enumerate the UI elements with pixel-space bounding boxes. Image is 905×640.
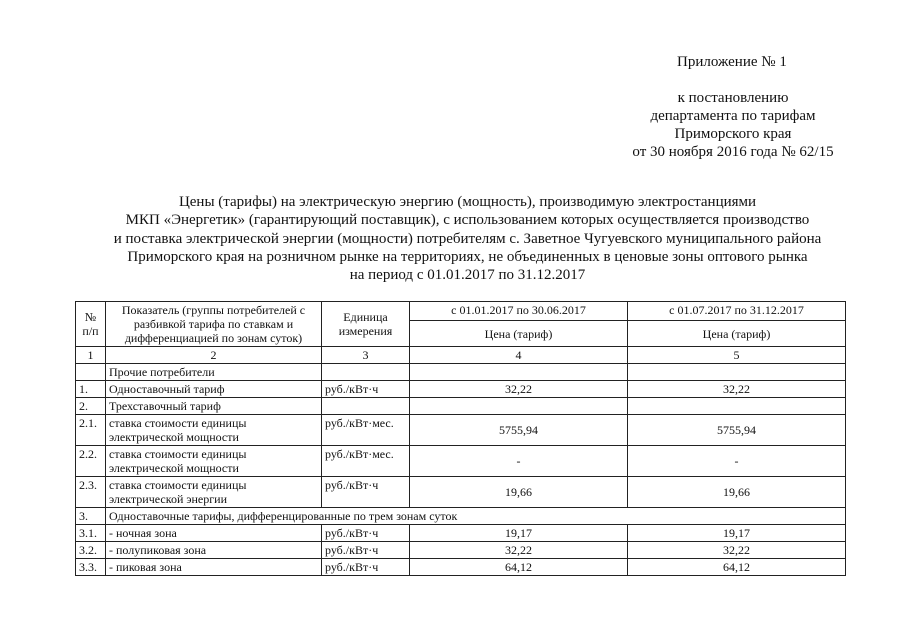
row-name: Одноставочный тариф (106, 381, 322, 398)
header-period-2: с 01.07.2017 по 31.12.2017 (628, 302, 846, 321)
row-value-2: 64,12 (628, 559, 846, 576)
table-row (76, 542, 846, 559)
appendix-label: Приложение № 1 (677, 54, 787, 70)
table-row (76, 446, 846, 477)
title-line: Приморского края на розничном рынке на территориях, не объединенных в ценовые зоны оптового рынка (127, 248, 808, 265)
column-number: 3 (322, 347, 410, 364)
row-name: Трехставочный тариф (106, 398, 322, 415)
row-unit: руб./кВт·ч (322, 477, 410, 508)
resolution-reference (620, 89, 846, 161)
column-number: 1 (76, 347, 106, 364)
row-unit: руб./кВт·ч (322, 525, 410, 542)
column-number: 4 (410, 347, 628, 364)
row-unit (322, 364, 410, 381)
title-line: МКП «Энергетик» (гарантирующий поставщик), с использованием которых осуществляется производство (125, 212, 810, 229)
row-no: 2.1. (76, 415, 106, 446)
section-row (76, 508, 846, 525)
table-row (76, 398, 846, 415)
resolution-line: департамента по тарифам (650, 108, 816, 124)
row-value-1: 64,12 (410, 559, 628, 576)
title-line: на период с 01.01.2017 по 31.12.2017 (349, 267, 586, 284)
row-value-1 (410, 364, 628, 381)
row-no (76, 364, 106, 381)
row-value-2: 19,17 (628, 525, 846, 542)
table-row (76, 381, 846, 398)
resolution-line: к постановлению (677, 90, 789, 106)
row-value-2: 5755,94 (628, 415, 846, 446)
section-label: Одноставочные тарифы, дифференцированные по трем зонам суток (106, 508, 846, 525)
row-no: 3.1. (76, 525, 106, 542)
row-unit: руб./кВт·ч (322, 559, 410, 576)
tariff-table (75, 301, 846, 576)
row-value-1: 19,66 (410, 477, 628, 508)
table-header-row (76, 302, 846, 321)
header-price-1: Цена (тариф) (410, 321, 628, 347)
row-no: 3.3. (76, 559, 106, 576)
row-name: ставка стоимости единицы электрической мощности (106, 415, 322, 446)
row-name: ставка стоимости единицы электрической мощности (106, 446, 322, 477)
column-number: 2 (106, 347, 322, 364)
resolution-line: Приморского края (674, 126, 792, 142)
row-value-1: 32,22 (410, 542, 628, 559)
row-value-2 (628, 398, 846, 415)
row-unit: руб./кВт·ч (322, 381, 410, 398)
title-line: и поставка электрической энергии (мощности) потребителям с. Заветное Чугуевского муниципального района (113, 230, 822, 247)
header-unit: Единица измерения (322, 302, 410, 347)
row-no: 2. (76, 398, 106, 415)
row-name: ставка стоимости единицы электрической энергии (106, 477, 322, 508)
table-row (76, 525, 846, 542)
header-period-1: с 01.01.2017 по 30.06.2017 (410, 302, 628, 321)
table-row (76, 477, 846, 508)
header-indicator: Показатель (группы потребителей с разбивкой тарифа по ставкам и дифференциацией по зонам суток) (106, 302, 322, 347)
row-no: 3.2. (76, 542, 106, 559)
row-value-2 (628, 364, 846, 381)
row-value-2: 32,22 (628, 381, 846, 398)
row-unit: руб./кВт·мес. (322, 415, 410, 446)
row-value-1: 19,17 (410, 525, 628, 542)
column-number-row (76, 347, 846, 364)
row-value-1: 5755,94 (410, 415, 628, 446)
row-name: - полупиковая зона (106, 542, 322, 559)
section-label: Прочие потребители (106, 364, 322, 381)
section-row (76, 364, 846, 381)
row-value-1: - (410, 446, 628, 477)
row-no: 2.2. (76, 446, 106, 477)
resolution-line: от 30 ноября 2016 года № 62/15 (632, 144, 834, 160)
document-title (100, 193, 835, 284)
row-unit: руб./кВт·мес. (322, 446, 410, 477)
row-value-2: 32,22 (628, 542, 846, 559)
row-no: 1. (76, 381, 106, 398)
row-value-1 (410, 398, 628, 415)
column-number: 5 (628, 347, 846, 364)
header-price-2: Цена (тариф) (628, 321, 846, 347)
row-unit: руб./кВт·ч (322, 542, 410, 559)
row-no: 2.3. (76, 477, 106, 508)
table-row (76, 559, 846, 576)
table-row (76, 415, 846, 446)
title-line: Цены (тарифы) на электрическую энергию (мощность), производимую электростанциями (178, 194, 757, 210)
row-name: - ночная зона (106, 525, 322, 542)
row-value-2: 19,66 (628, 477, 846, 508)
header-no: № п/п (76, 302, 106, 347)
row-name: - пиковая зона (106, 559, 322, 576)
row-no: 3. (76, 508, 106, 525)
row-value-2: - (628, 446, 846, 477)
row-value-1: 32,22 (410, 381, 628, 398)
row-unit (322, 398, 410, 415)
